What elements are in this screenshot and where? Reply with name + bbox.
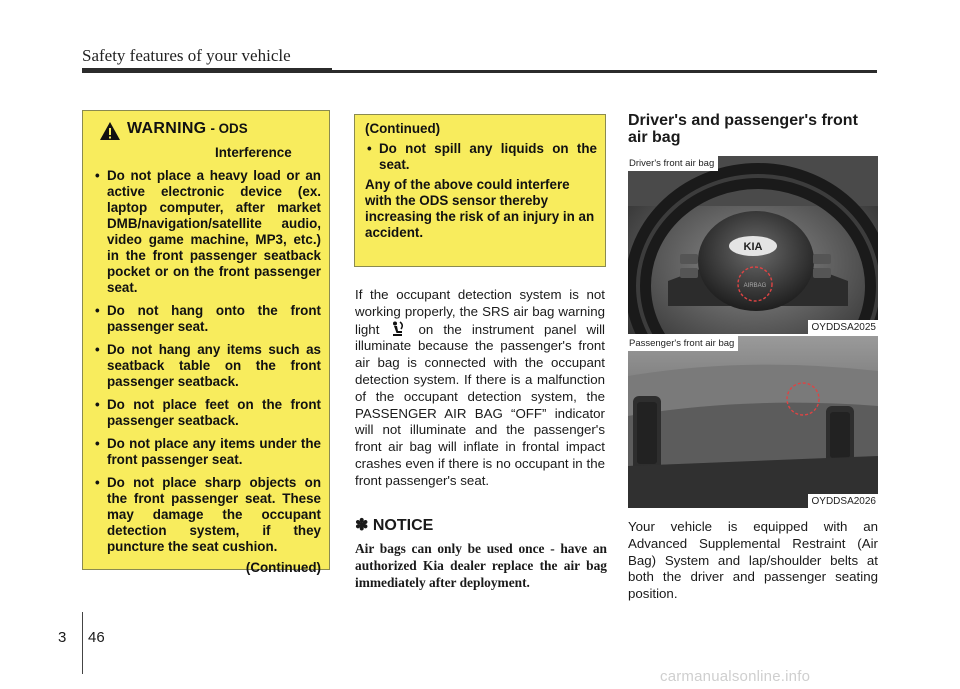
warning-subtitle: - ODS (210, 121, 248, 136)
notice-text: Air bags can only be used once - have an authorized Kia dealer replace the air bag immediately after deployment. (355, 541, 607, 590)
airbag-warning-icon (391, 321, 405, 337)
warning-box (82, 110, 330, 575)
warning-triangle-icon (99, 121, 121, 141)
passenger-airbag-caption: Passenger's front air bag (628, 336, 738, 351)
warning-label: WARNING (127, 120, 207, 137)
airbag-label: AIRBAG (743, 283, 767, 289)
warning-header (93, 121, 321, 141)
page-section-number: 3 (58, 629, 67, 646)
notice-symbol: ✽ (355, 517, 369, 534)
page-number-divider (82, 612, 83, 674)
ods-paragraph (355, 287, 605, 490)
warning-item: • Do not place sharp objects on the front passenger seat. These may damage the occupant detection system, if they puncture the seat cushion. (93, 475, 321, 555)
continued-item: • Do not spill any liquids on the seat. (365, 141, 597, 173)
continued-paragraph: Any of the above could interfere with the ODS sensor thereby increasing the risk of an injury in an accident. (365, 177, 595, 240)
warning-item: • Do not place a heavy load or an active electronic device (ex. laptop computer, after market DMB/navigation/satellite audio, video game machine, MP3, etc.) in the front passenger seatback pocket or on the front passenger seat. (93, 168, 321, 296)
driver-airbag-caption: Driver's front air bag (628, 156, 718, 171)
warning-item: • Do not hang onto the front passenger seat. (93, 303, 321, 335)
page-header-title: Safety features of your vehicle (82, 46, 291, 65)
passenger-airbag-code: OYDDSA2026 (808, 494, 878, 508)
continued-box (354, 114, 606, 267)
kia-logo-text: KIA (743, 241, 763, 253)
warning-list (93, 168, 321, 555)
srs-paragraph: Your vehicle is equipped with an Advanced Supplemental Restraint (Air Bag) System and lap/shoulder belts at both the driver and passenger seating position. (628, 519, 878, 602)
page-number: 46 (88, 629, 105, 646)
notice-title: NOTICE (372, 517, 434, 534)
continued-list (365, 141, 597, 173)
warning-item: • Do not place any items under the front passenger seat. (93, 436, 321, 468)
warning-item: • Do not place feet on the front passenger seatback. (93, 397, 321, 429)
notice-heading (355, 515, 433, 535)
section-heading: Driver's and passenger's front air bag (628, 112, 858, 146)
passenger-airbag-photo (628, 336, 878, 508)
warning-item: • Do not hang any items such as seatback table on the front passenger seatback. (93, 342, 321, 390)
steering-wheel-illustration (628, 156, 878, 334)
ods-text-1: If the occupant detection system is not working properly, the SRS air bag warning light (355, 287, 605, 337)
driver-airbag-code: OYDDSA2025 (808, 320, 878, 334)
continued-heading: (Continued) (365, 121, 441, 136)
warning-continued: (Continued) (245, 560, 321, 575)
driver-airbag-photo (628, 156, 878, 334)
warning-subtitle-2: Interference (215, 145, 292, 160)
header-rule (82, 70, 877, 73)
watermark: carmanualsonline.info (660, 668, 811, 685)
dashboard-illustration (628, 336, 878, 508)
ods-text-2: on the instrument panel will illuminate because the passenger's front air bag is connected with the occupant detection system. If there is a malfunction of the occupant detection system, the PASSENGER AIR BAG “OFF” indicator will not illuminate and the passenger's front air bag will inflate in frontal impact crashes even if there is no occupant in the front passenger's seat. (355, 321, 605, 488)
